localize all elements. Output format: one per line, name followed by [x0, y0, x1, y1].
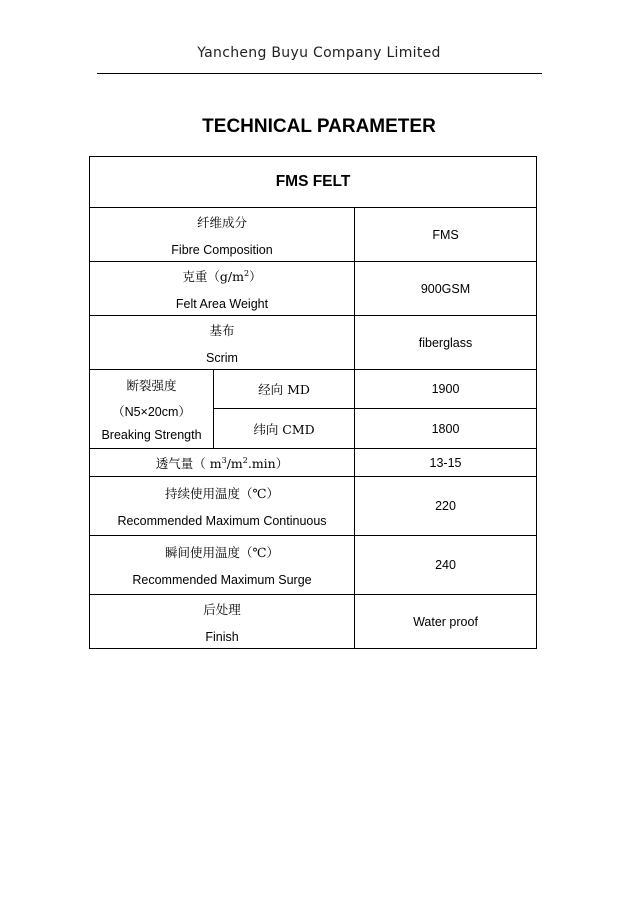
value-felt-area-weight: 900GSM [355, 262, 537, 316]
param-label-en: Recommended Maximum Continuous [117, 514, 327, 528]
param-label-cn: 断裂强度 [126, 378, 177, 393]
value-air-permeability: 13-15 [355, 449, 537, 477]
header-rule [97, 73, 542, 74]
row-air-permeability [90, 449, 537, 477]
value-md: 1900 [355, 370, 537, 409]
param-label-cn: 克重$(g/m^2)$ [182, 268, 262, 284]
param-air-permeability: 透气量（ $m^3/m^2.\min$） [90, 449, 355, 477]
param-label-cn: 纤维成分 [196, 214, 247, 230]
param-label-en: Fibre Composition [171, 242, 273, 257]
param-label-en: Scrim [206, 350, 238, 365]
table-header-row [90, 157, 537, 208]
param-label-cn: 基布 [209, 322, 235, 338]
document-title: TECHNICAL PARAMETER [202, 116, 436, 137]
param-label-en: Recommended Maximum Surge [132, 573, 312, 587]
value-scrim: fiberglass [355, 316, 537, 370]
row-fibre-composition [90, 208, 537, 262]
value-cmd: 1800 [355, 409, 537, 449]
param-felt-area-weight [90, 262, 355, 316]
param-label-cn: 瞬间使用温度（℃） [165, 545, 279, 560]
param-scrim [90, 316, 355, 370]
param-label-en: Felt Area Weight [175, 296, 269, 311]
param-finish [90, 595, 355, 649]
row-scrim [90, 316, 537, 370]
value-finish: Water proof [355, 595, 537, 649]
value-continuous-temperature: 220 [355, 477, 537, 536]
md-label: 经向 MD [214, 370, 355, 409]
param-spec: （N5×20cm） [112, 405, 191, 419]
value-surge-temperature: 240 [355, 536, 537, 595]
row-finish [90, 595, 537, 649]
param-label-en: Finish [205, 629, 239, 644]
value-fibre-composition: FMS [355, 208, 537, 262]
row-surge-temperature [90, 536, 537, 595]
param-fibre-composition [90, 208, 355, 262]
technical-parameter-table [89, 156, 537, 649]
param-continuous-temperature [90, 477, 355, 536]
row-felt-area-weight [90, 262, 537, 316]
row-continuous-temperature [90, 477, 537, 536]
product-name: FMS FELT [90, 157, 537, 208]
company-name: Yancheng Buyu Company Limited [197, 45, 441, 61]
param-label-en: Breaking Strength [101, 428, 202, 442]
row-breaking-md [90, 370, 537, 409]
param-surge-temperature [90, 536, 355, 595]
param-breaking-strength [90, 370, 214, 449]
param-label-cn: 持续使用温度（℃） [165, 486, 279, 501]
param-label-cn: 后处理 [203, 601, 241, 617]
cmd-label: 纬向 CMD [214, 409, 355, 449]
